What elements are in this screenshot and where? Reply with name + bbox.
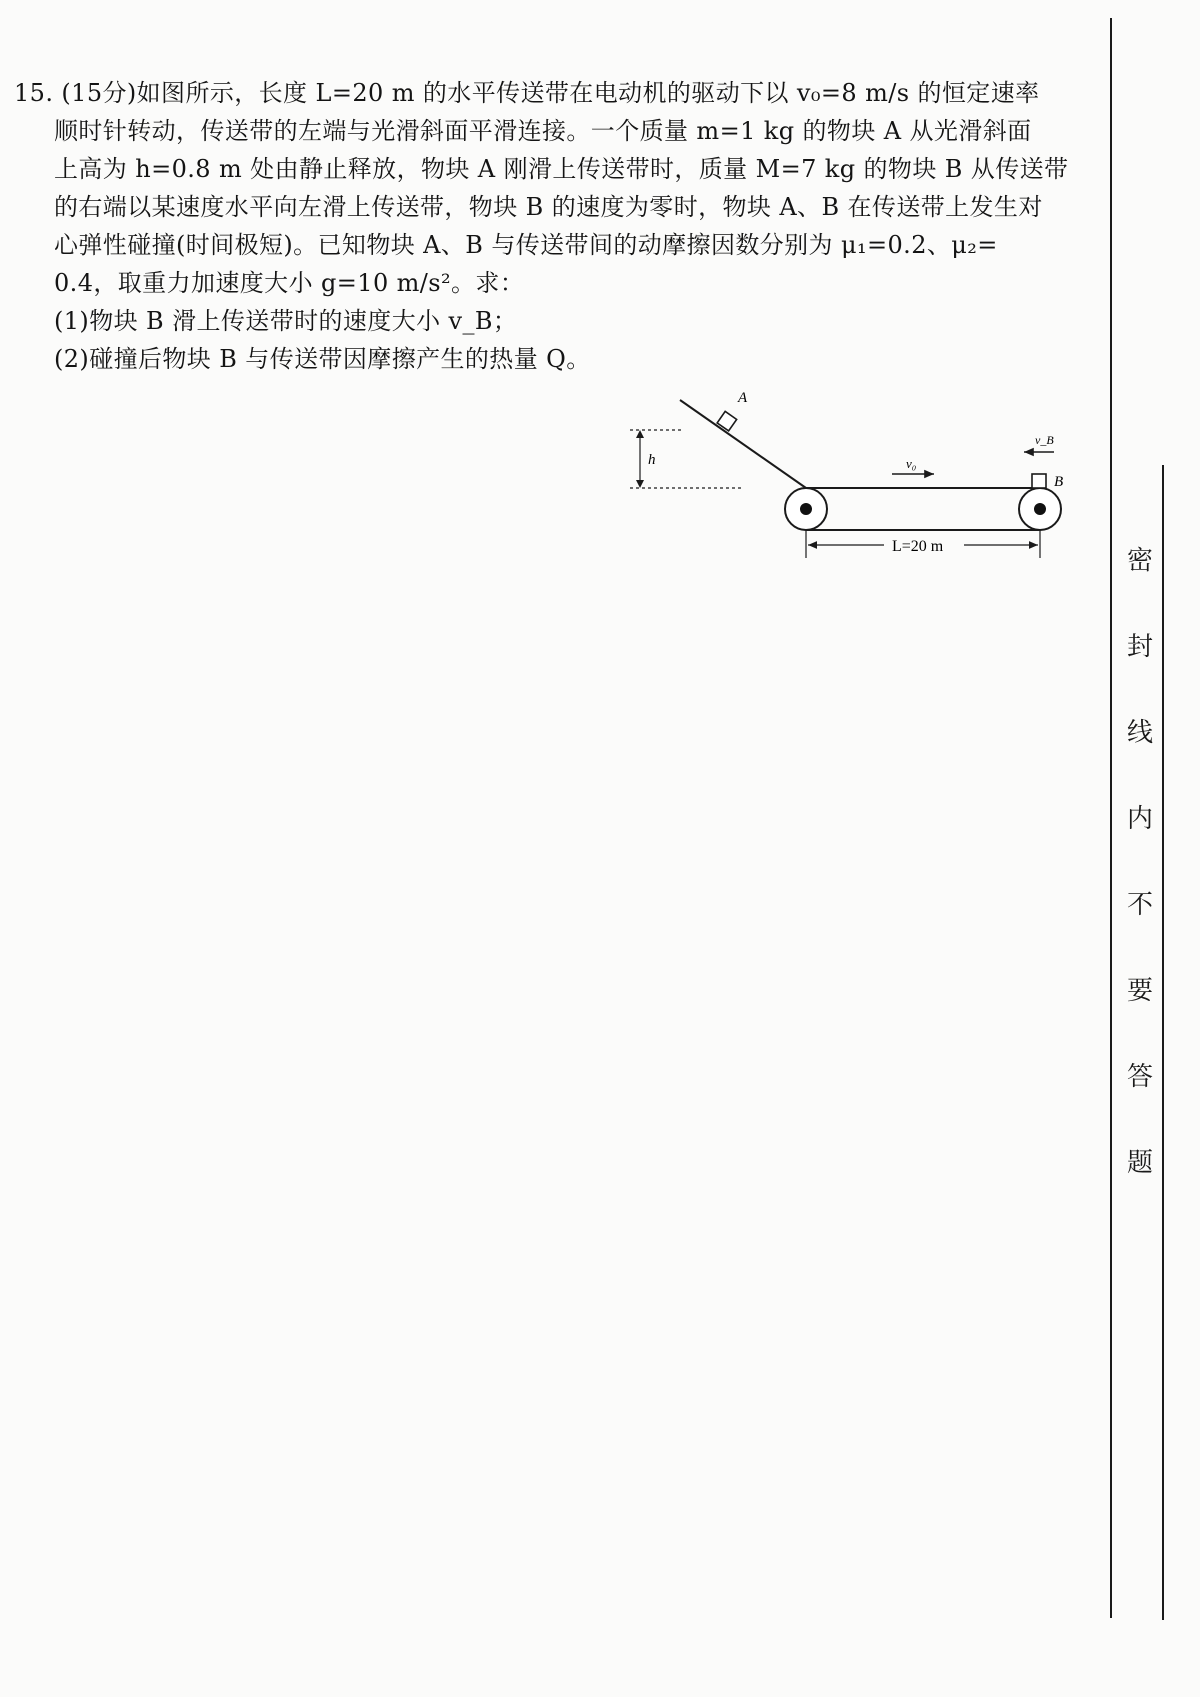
- seal-char: 答: [1126, 1062, 1153, 1092]
- question-line-1: 15. (15分)如图所示，长度 L=20 m 的水平传送带在电动机的驱动下以 v₀=8 m/s 的恒定速率: [14, 79, 1040, 107]
- question-line-4: 的右端以某速度水平向左滑上传送带，物块 B 的速度为零时，物块 A、B 在传送带上发生对: [54, 193, 1043, 221]
- seal-char: 线: [1126, 718, 1153, 748]
- conveyor-diagram: [648, 390, 1084, 560]
- question-line-2: 顺时针转动，传送带的左端与光滑斜面平滑连接。一个质量 m=1 kg 的物块 A 从光滑斜面: [54, 117, 1032, 145]
- question-part-1: (1)物块 B 滑上传送带时的速度大小 v_B；: [54, 307, 518, 335]
- seal-char: 密: [1126, 546, 1153, 576]
- question-line-5: 心弹性碰撞(时间极短)。已知物块 A、B 与传送带间的动摩擦因数分别为 μ₁=0.2、μ₂=: [54, 231, 998, 259]
- question-15: [14, 74, 1069, 378]
- left-axle: [800, 503, 812, 515]
- seal-line-notice: [1120, 540, 1160, 1228]
- label-l: L=20 m: [892, 538, 944, 555]
- margin-line-inner: [1162, 465, 1164, 1620]
- label-vb: v_B: [1035, 433, 1054, 447]
- question-part-2: (2)碰撞后物块 B 与传送带因摩擦产生的热量 Q。: [54, 345, 591, 373]
- seal-char: 题: [1126, 1148, 1153, 1178]
- conveyor-figure: [648, 390, 1084, 560]
- seal-char: 不: [1126, 890, 1153, 920]
- block-b: [1032, 474, 1046, 488]
- seal-char: 要: [1126, 976, 1153, 1006]
- incline-line: [680, 400, 806, 488]
- question-line-6: 0.4，取重力加速度大小 g=10 m/s²。求：: [54, 269, 525, 297]
- label-a: A: [738, 390, 748, 406]
- seal-char: 封: [1126, 632, 1153, 662]
- label-h: h: [648, 452, 656, 468]
- label-b: B: [1054, 474, 1064, 490]
- question-line-3: 上高为 h=0.8 m 处由静止释放，物块 A 刚滑上传送带时，质量 M=7 kg 的物块 B 从传送带: [54, 155, 1069, 183]
- label-v0: v₀: [906, 456, 917, 471]
- right-axle: [1034, 503, 1046, 515]
- margin-line-outer: [1110, 18, 1112, 1618]
- seal-char: 内: [1126, 804, 1153, 834]
